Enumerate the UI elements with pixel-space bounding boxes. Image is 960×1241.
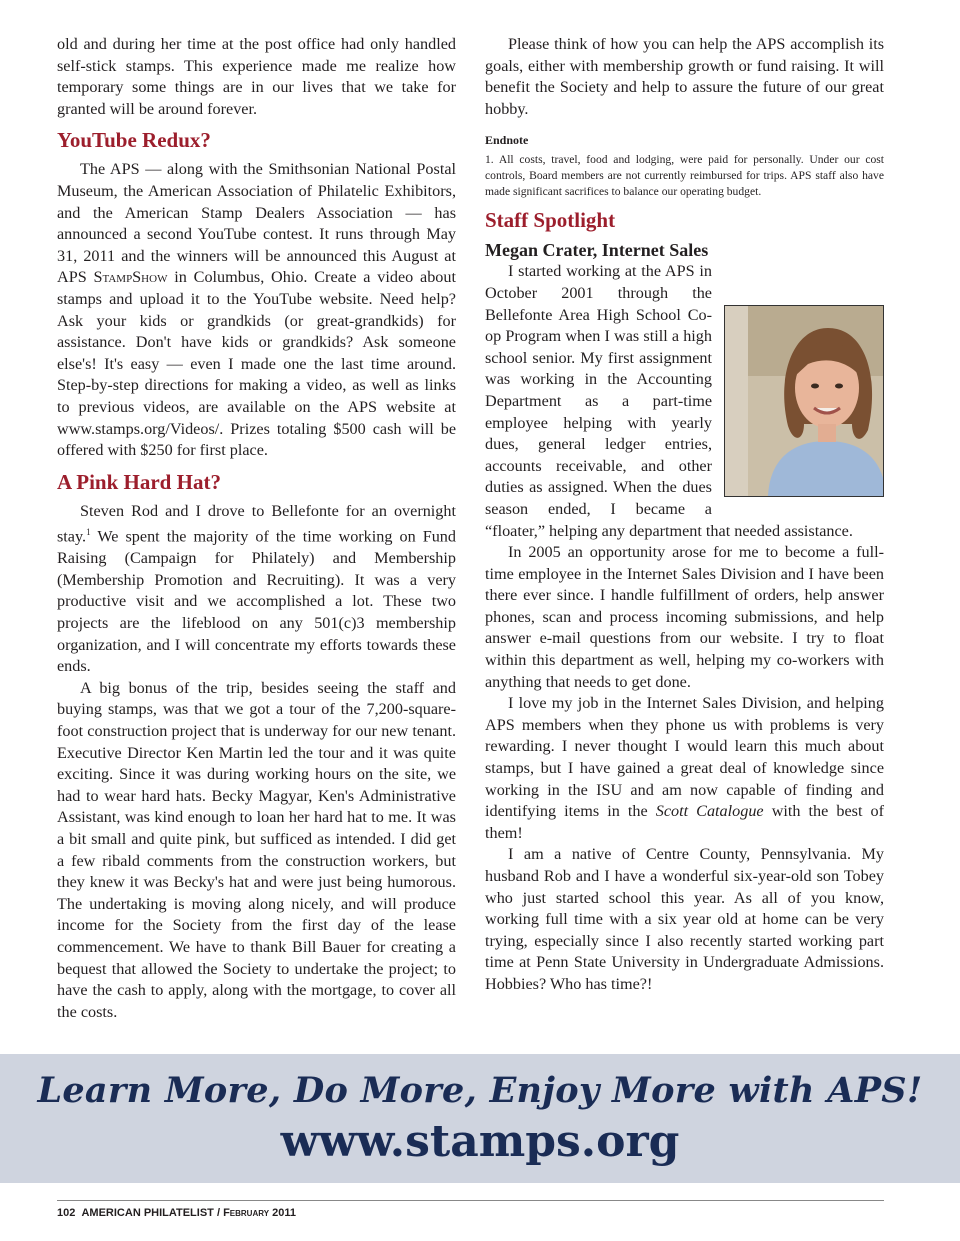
intro-paragraph-left: old and during her time at the post office had only handled self-stick stamps. This experience made me realize how temporary some things are in our lives that we take for granted will be around forever. [57,35,456,118]
portrait-illustration [748,306,884,496]
staff-photo [724,305,884,497]
spotlight-paragraph-3 [485,693,884,844]
spotlight-p3-text-b: with the best of them! [485,802,884,842]
youtube-text-b: in Columbus, Ohio. Create a video about stamps and upload it to the YouTube website. Need help? Ask your kids or grandkids (or great-grandkids) for assistance. Don't have kids or grandkids? Ask someone else's! It's easy — even I made one the last time around. Step-by-step directions for making a video, as well as links to previous videos, are available on the APS website at www.stamps.org/Videos/. Prizes totaling $500 cash will be offered with $250 for first place. [57,268,456,460]
youtube-text-a: The APS — along with the Smithsonian National Postal Museum, the American Association of Philatelic Exhibitors, and the American Stamp Dealers Association — has announced a second YouTube contest. It runs through May 31, 2011 and the winners will be announced this August at APS [57,160,456,287]
banner-url[interactable]: www.stamps.org [280,1116,680,1167]
footer-divider [57,1200,884,1201]
section-heading-youtube: YouTube Redux? [57,128,211,153]
scott-catalogue-italic: Scott Catalogue [655,802,764,821]
publication-name: AMERICAN PHILATELIST [81,1207,214,1219]
hard-hat-paragraph-1 [57,501,456,678]
endnote-text: 1. All costs, travel, food and lodging, were paid for personally. Under our cost controls, Board members are not currently reimbursed for trips. APS staff also have made significant sacrifices to balance our operating budget. [485,153,884,199]
section-heading-staff-spotlight: Staff Spotlight [485,208,616,233]
footer-separator: / [213,1207,224,1219]
youtube-paragraph [57,159,456,461]
left-column [57,34,456,1023]
banner-tagline: Learn More, Do More, Enjoy More with APS! [37,1070,923,1111]
endnote-heading: Endnote [485,133,529,148]
intro-paragraph-right: Please think of how you can help the APS accomplish its goals, either with membership growth or fund raising. It will benefit the Society and help to assure the future of our great hobby. [485,35,884,118]
stampshow-smallcaps: StampShow [93,268,168,287]
spotlight-paragraph-1 [485,261,884,542]
issue-date: February 2011 [223,1207,296,1219]
right-column [485,34,884,996]
aps-promo-banner [0,1054,960,1183]
hard-hat-text-b: We spent the majority of the time working on Fund Raising (Campaign for Philately) and Membership (Membership Promotion and Recruiting). It was a very productive visit and we accomplished a lot. These two projects are the lifeblood on any 501(c)3 membership organization, and I will concentrate my efforts towards these ends. [57,527,456,676]
page-footer [57,1207,296,1219]
spotlight-subheading: Megan Crater, Internet Sales [485,240,709,261]
spotlight-p3-text-a: I love my job in the Internet Sales Division, and helping APS members when they phone us with problems is very rewarding. I never thought I would learn this much about stamps, but I have gained a great deal of knowledge since working in the ISU and am now capable of finding and identifying items in the [485,694,884,821]
hard-hat-text-a: Steven Rod and I drove to Bellefonte for an overnight stay. [57,501,456,546]
endnote-marker: 1 [86,527,91,538]
spotlight-p1-text: I started working at the APS in October 2001 through the Bellefonte Area High School Co-op Program when I was still a high school senior. My first assignment was working in the Accounting Department as a part-time employee helping with yearly dues, general ledger entries, accounts receivable, and other duties as assigned. When the dues season ended, I became a “floater,” helping any department that needed assistance. [485,262,853,540]
section-heading-hard-hat: A Pink Hard Hat? [57,469,221,494]
spotlight-paragraph-4: I am a native of Centre County, Pennsylvania. My husband Rob and I have a wonderful six-year-old son Tobey who just started school this year. As all of you know, working full time with a six year old at home can be very trying, especially since I also recently started working part time at Penn State University in Undergraduate Admissions. Hobbies? Who has time?! [485,845,884,993]
spotlight-paragraph-2: In 2005 an opportunity arose for me to become a full-time employee in the Internet Sales Division and I have been there ever since. I handle fulfillment of orders, help answer phones, scan and process incoming submissions, and help answer e-mail questions from our website. I try to float within this department as well, helping my co-workers with anything that needs to get done. [485,543,884,691]
hard-hat-paragraph-2: A big bonus of the trip, besides seeing the staff and buying stamps, was that we got a tour of the 7,200-square-foot construction project that is underway for our new tenant. Executive Director Ken Martin led the tour and it was quite exciting. Since it was during working hours on the site, we had to wear hard hats. Becky Magyar, Ken's Administrative Assistant, was kind enough to loan her hard hat to me. It was a bit small and quite pink, but sufficed as intended. I did get a few ribald comments from the construction workers, but they knew it was Becky's hat and were just being humorous. The undertaking is moving along nicely, and will produce income for the Society from the first day of the lease commencement. We have to thank Bill Bauer for creating a bequest that allowed the Society to undertake the project; to have the cash to apply, along with the mortgage, to cover all the costs. [57,678,456,1021]
page-number: 102 [57,1207,76,1219]
